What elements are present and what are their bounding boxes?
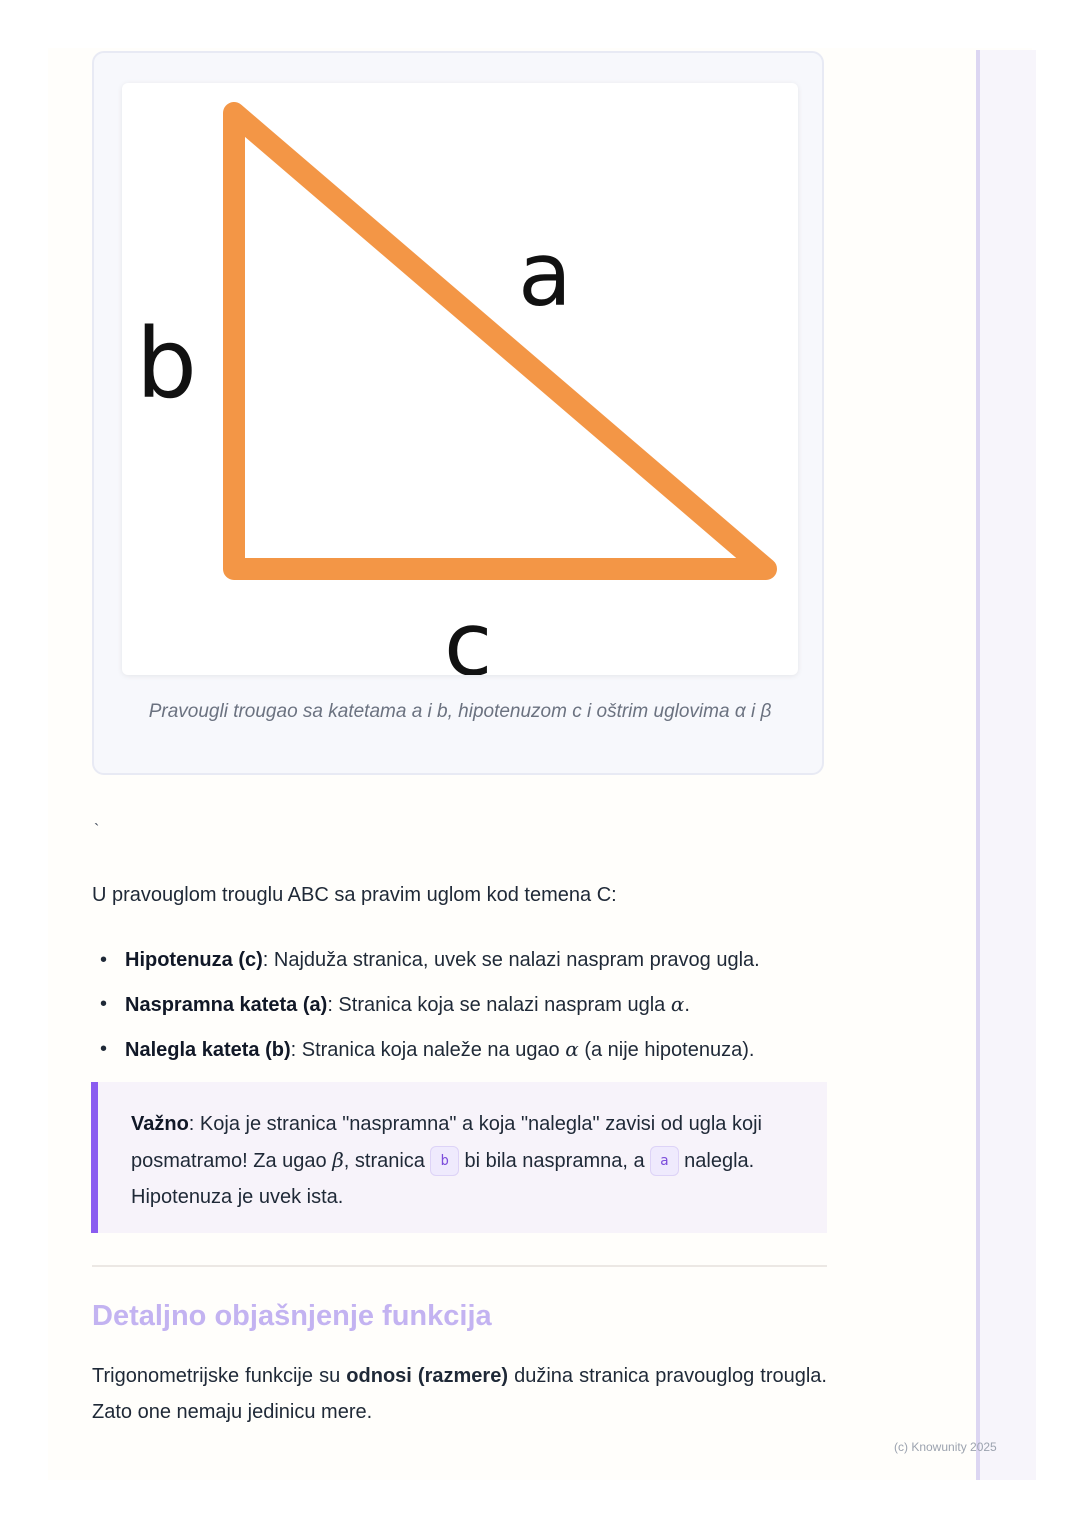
paragraph-bold: odnosi (razmere) [346,1365,508,1387]
list-item [92,1027,852,1072]
definition-text-end: . [684,994,690,1016]
figure-card [92,51,824,775]
definition-term: Naspramna kateta (a) [125,994,328,1016]
callout-text: , stranica [343,1150,431,1172]
callout-text: : Koja je stranica "naspramna" a koja "nalegla" zavisi od ugla koji posmatramo! Za ugao [131,1113,762,1172]
triangle-diagram [122,83,798,675]
section-heading: Detaljno objašnjenje funkcija [92,1300,492,1332]
callout-text: nalegla. Hipotenuza je uvek ista. [131,1150,755,1208]
alpha-symbol: α [565,1037,579,1061]
list-item [92,938,852,982]
paragraph-text-end: dužina stranica pravouglog trougla. Zato one nemaju jedinicu mere. [92,1365,827,1423]
inline-code-a: a [650,1146,678,1176]
important-callout [91,1082,827,1233]
section-paragraph [92,1358,827,1430]
label-b: b [136,308,197,420]
triangle-figure [122,83,798,675]
right-margin-rail [976,50,1036,1480]
paragraph-text: Trigonometrijske funkcije su [92,1365,347,1387]
label-a: a [518,223,572,326]
inline-code-b: b [430,1146,458,1176]
section-divider [92,1265,827,1267]
definition-term: Hipotenuza (c) [125,949,263,971]
copyright-footer: (c) Knowunity 2025 [894,1440,997,1454]
figure-caption: Pravougli trougao sa katetama a i b, hipotenuzom c i oštrim uglovima α i β [148,701,772,722]
callout-label: Važno [131,1113,189,1135]
definition-text: : Najduža stranica, uvek se nalazi naspram pravog ugla. [262,949,760,971]
definitions-list [92,938,852,1072]
callout-text: bi bila naspramna, a [458,1150,651,1172]
definition-text-end: (a nije hipotenuza). [578,1039,755,1061]
definition-text: : Stranica koja se nalazi naspram ugla [327,994,671,1016]
right-triangle [234,113,766,569]
intro-text: U pravouglom trouglu ABC sa pravim uglom kod temena C: [92,884,617,906]
alpha-symbol: α [670,992,685,1016]
list-item [92,982,852,1027]
beta-symbol: β [332,1148,344,1172]
label-c: c [444,593,493,675]
definition-text: : Stranica koja naleže na ugao [290,1039,566,1061]
definition-term: Nalegla kateta (b) [125,1039,291,1061]
stray-mark: ` [94,822,100,839]
